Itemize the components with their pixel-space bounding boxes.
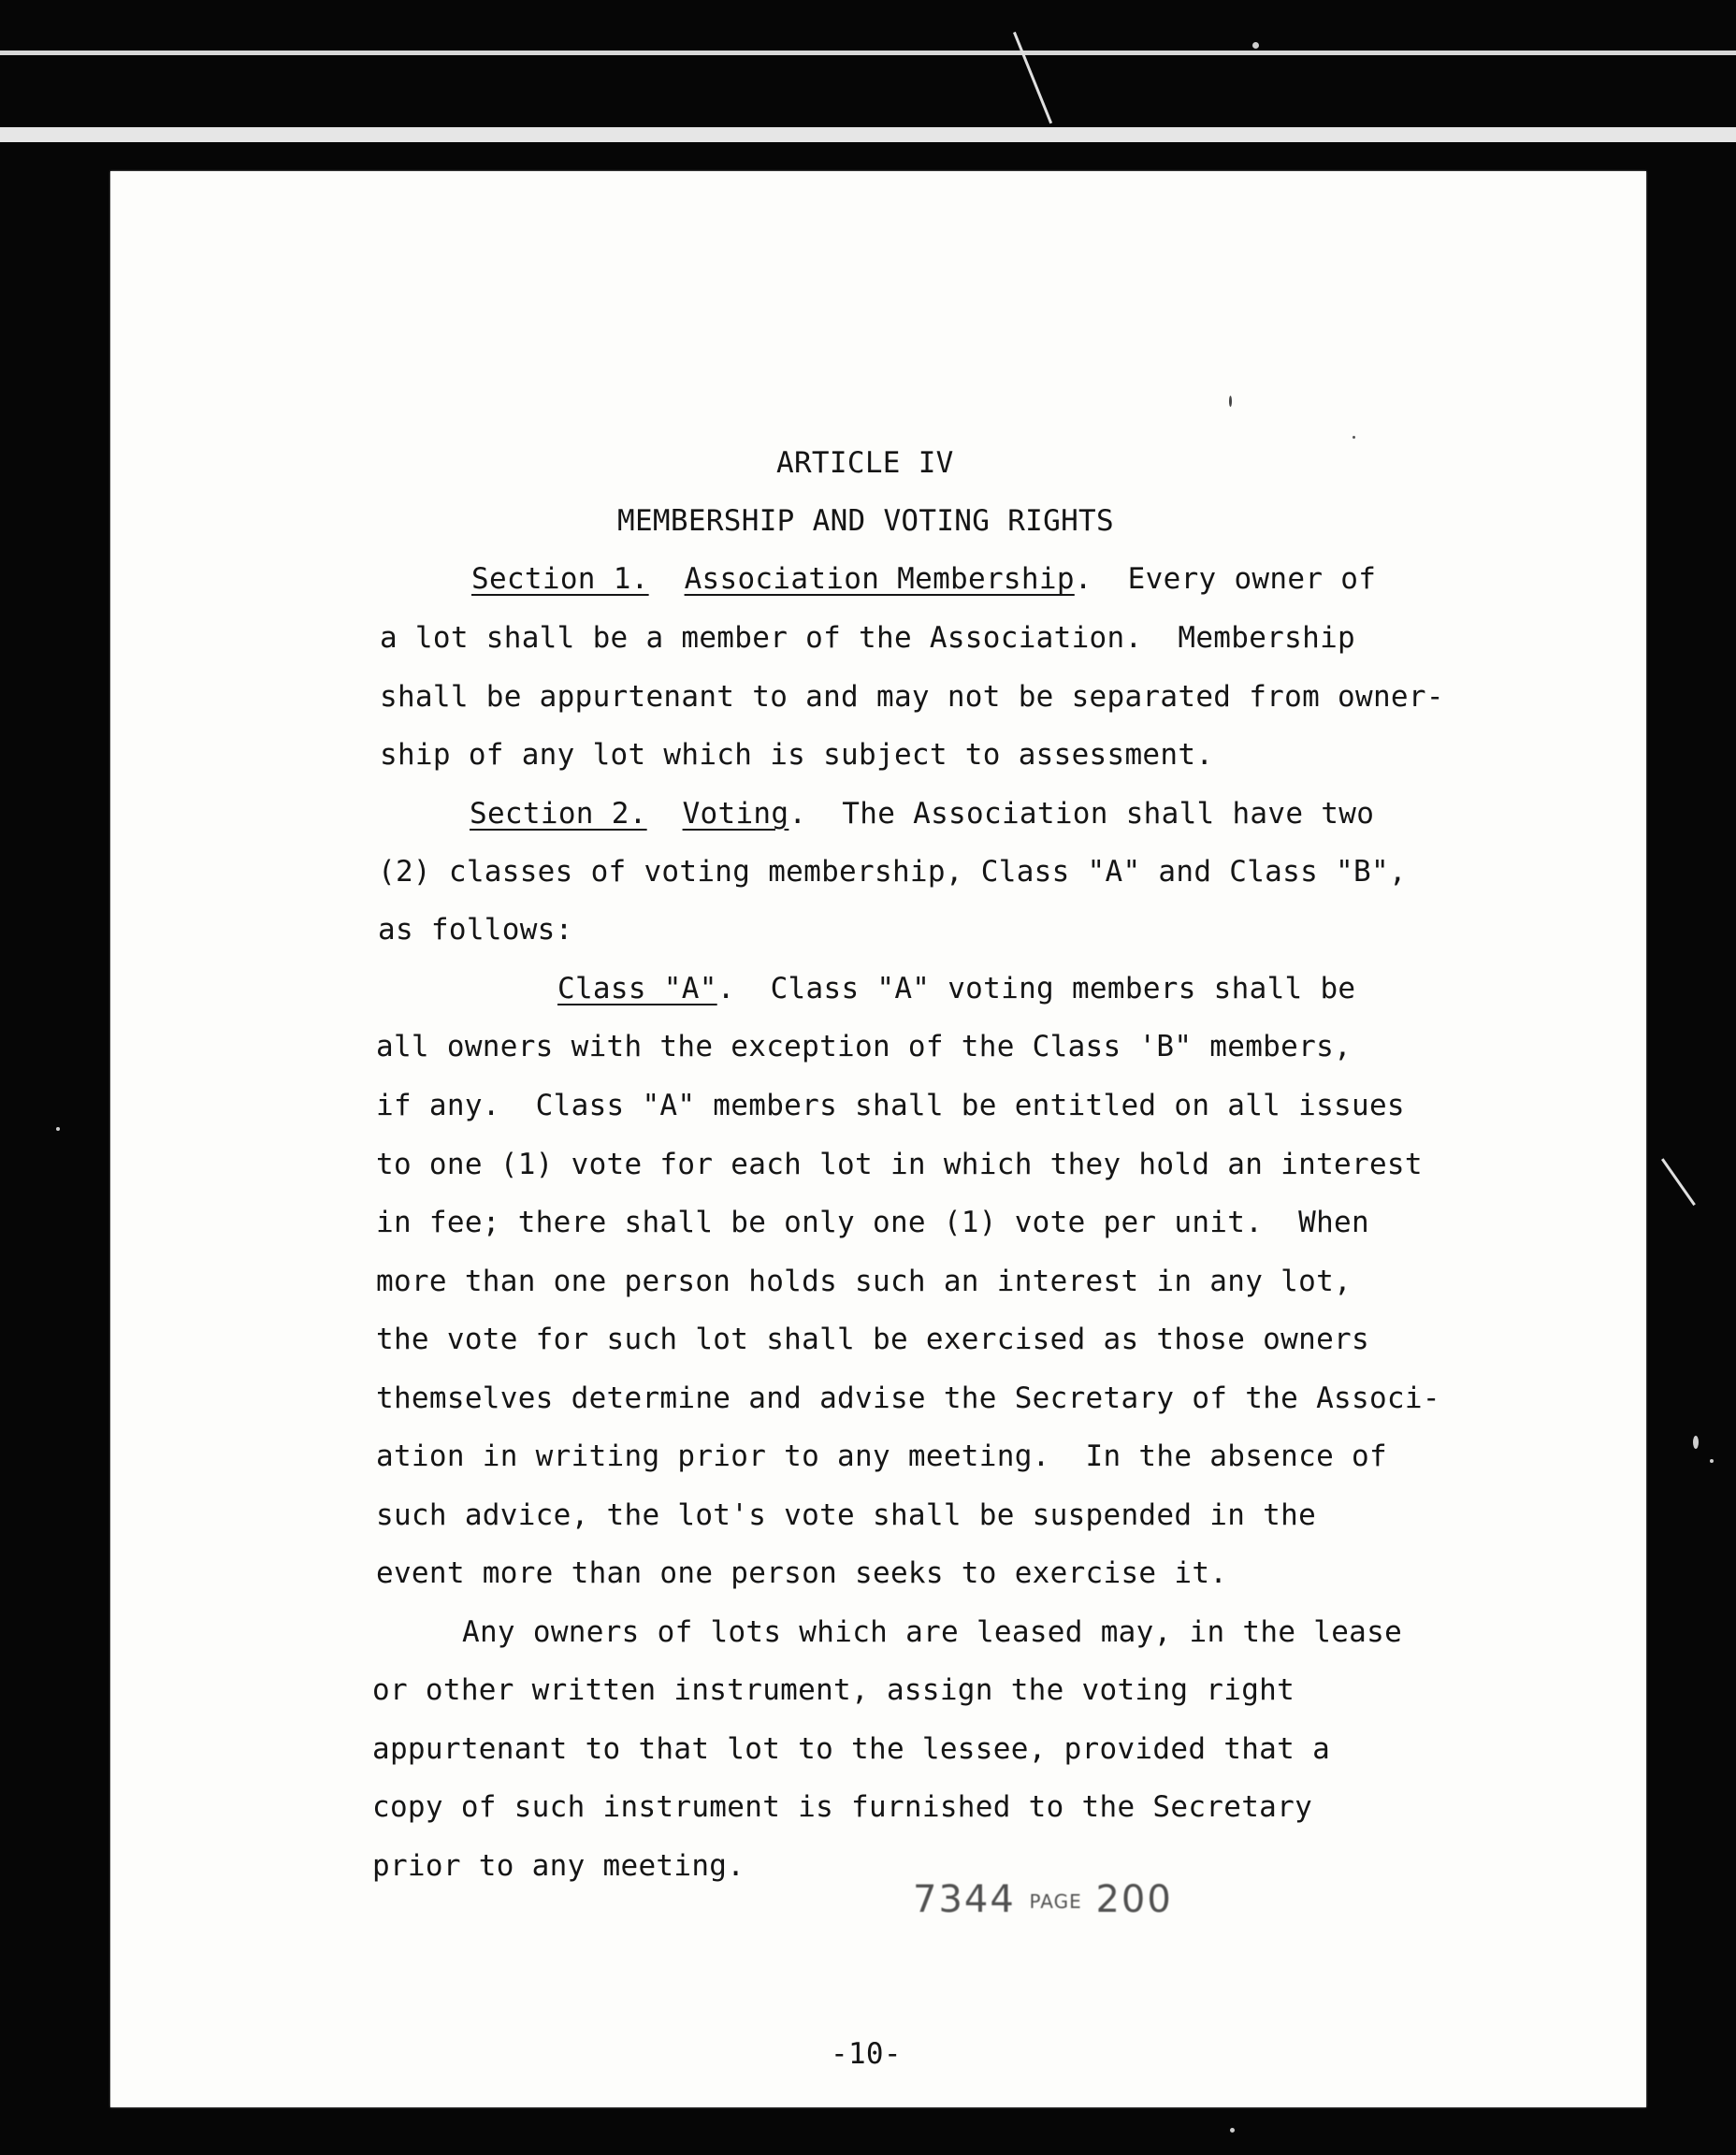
section-1-label: Section 1. bbox=[471, 562, 649, 596]
section-2-line: as follows: bbox=[378, 913, 573, 947]
scan-border-line bbox=[0, 51, 1736, 55]
leased-paragraph-line: copy of such instrument is furnished to the Secretary bbox=[372, 1790, 1313, 1824]
scan-speck bbox=[1693, 1436, 1699, 1449]
scan-speck bbox=[1230, 2128, 1235, 2133]
section-1-heading: Association Membership bbox=[684, 562, 1075, 596]
class-a-heading-punct: . bbox=[716, 972, 735, 1005]
section-2-lead: The Association shall have two bbox=[806, 797, 1375, 831]
class-a-line: more than one person holds such an interest in any lot, bbox=[376, 1265, 1352, 1298]
book-page-stamp bbox=[913, 1878, 1173, 1921]
scan-speck bbox=[1710, 1459, 1714, 1463]
document-page bbox=[110, 171, 1646, 2107]
class-a-lead: Class "A" voting members shall be bbox=[734, 972, 1356, 1005]
scan-speck bbox=[1252, 42, 1259, 49]
class-a-line: in fee; there shall be only one (1) vote per unit. When bbox=[376, 1206, 1369, 1239]
section-1-first-line bbox=[471, 562, 1377, 596]
section-1-heading-punct: . bbox=[1074, 562, 1092, 596]
scan-artifact-mark bbox=[1013, 32, 1052, 123]
class-a-line: ation in writing prior to any meeting. In the absence of bbox=[376, 1439, 1387, 1473]
section-2-line: (2) classes of voting membership, Class "A" and Class "B", bbox=[378, 855, 1407, 889]
page-speck bbox=[1229, 396, 1232, 407]
scan-speck bbox=[56, 1127, 60, 1131]
scan-artifact-mark bbox=[1661, 1158, 1696, 1206]
class-a-line: all owners with the exception of the Class 'B" members, bbox=[376, 1030, 1352, 1063]
section-1-line: a lot shall be a member of the Association. Membership bbox=[380, 621, 1355, 655]
page-number: -10- bbox=[831, 2037, 902, 2071]
section-1-lead: Every owner of bbox=[1092, 562, 1377, 596]
article-title: ARTICLE IV bbox=[776, 446, 954, 480]
class-a-line: if any. Class "A" members shall be entitled on all issues bbox=[376, 1089, 1405, 1122]
class-a-line: such advice, the lot's vote shall be suspended in the bbox=[376, 1498, 1317, 1532]
class-a-line: themselves determine and advise the Secretary of the Associ- bbox=[376, 1381, 1440, 1415]
stamp-page-label: PAGE bbox=[1029, 1890, 1082, 1913]
section-1-line: shall be appurtenant to and may not be separated from owner- bbox=[380, 680, 1444, 714]
class-a-line: the vote for such lot shall be exercised as those owners bbox=[376, 1323, 1369, 1356]
class-a-line: to one (1) vote for each lot in which they hold an interest bbox=[376, 1148, 1423, 1181]
article-subtitle: MEMBERSHIP AND VOTING RIGHTS bbox=[617, 504, 1114, 538]
section-1-line: ship of any lot which is subject to assessment. bbox=[380, 738, 1214, 772]
leased-paragraph-line: appurtenant to that lot to the lessee, provided that a bbox=[372, 1732, 1331, 1766]
stamp-book-number: 7344 bbox=[913, 1878, 1016, 1921]
class-a-first-line bbox=[557, 972, 1356, 1005]
scan-border-band bbox=[0, 127, 1736, 142]
class-a-heading: Class "A" bbox=[557, 972, 717, 1005]
leased-paragraph-line: or other written instrument, assign the voting right bbox=[372, 1673, 1295, 1707]
stamp-page-number: 200 bbox=[1095, 1878, 1173, 1921]
section-2-label: Section 2. bbox=[470, 797, 647, 831]
section-2-first-line bbox=[470, 797, 1375, 831]
leased-paragraph-line: prior to any meeting. bbox=[372, 1849, 745, 1883]
section-2-heading-punct: . bbox=[788, 797, 807, 831]
section-2-heading: Voting bbox=[682, 797, 789, 831]
class-a-line: event more than one person seeks to exercise it. bbox=[376, 1556, 1228, 1590]
page-speck bbox=[1353, 436, 1355, 439]
leased-paragraph-line: Any owners of lots which are leased may, in the lease bbox=[462, 1615, 1403, 1649]
